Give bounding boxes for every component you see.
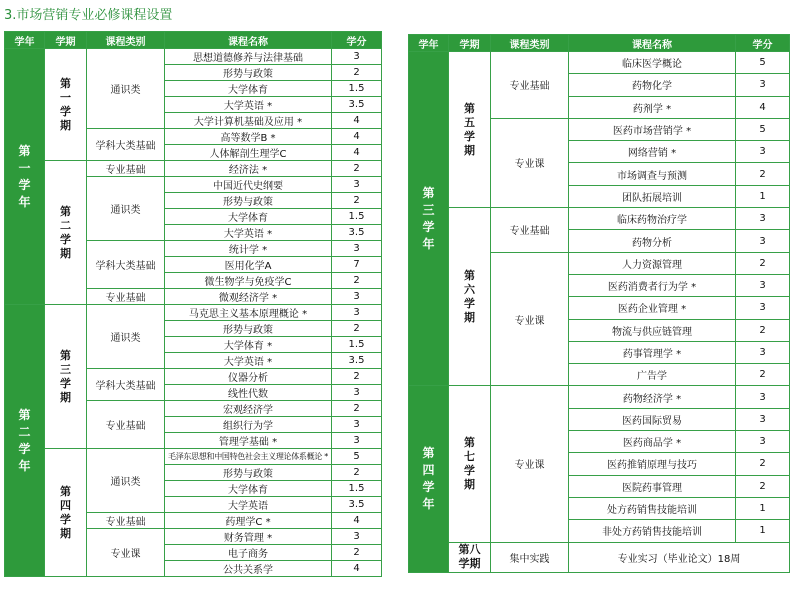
semester-cell: 第六学期 <box>449 208 491 386</box>
category-cell: 通识类 <box>87 305 165 369</box>
course-name: 大学英语 * <box>165 225 332 241</box>
course-credit: 1 <box>736 497 790 519</box>
course-name: 马克思主义基本原理概论 * <box>165 305 332 321</box>
course-credit: 3 <box>736 208 790 230</box>
header-semester: 学期 <box>45 32 87 49</box>
course-credit: 3 <box>332 241 382 257</box>
course-credit: 5 <box>736 118 790 140</box>
course-credit: 3 <box>332 289 382 305</box>
category-cell: 专业基础 <box>491 52 569 119</box>
course-name: 仪器分析 <box>165 369 332 385</box>
course-credit: 4 <box>332 113 382 129</box>
course-name: 医药国际贸易 <box>569 408 736 430</box>
course-name: 医药市场营销学 * <box>569 118 736 140</box>
course-credit: 2 <box>736 319 790 341</box>
course-credit: 7 <box>332 257 382 273</box>
category-cell: 学科大类基础 <box>87 369 165 401</box>
course-name: 网络营销 * <box>569 141 736 163</box>
course-credit: 2 <box>332 401 382 417</box>
course-credit: 1.5 <box>332 209 382 225</box>
category-cell: 通识类 <box>87 449 165 513</box>
header-credit: 学分 <box>736 35 790 52</box>
semester-cell: 第二学期 <box>45 161 87 305</box>
course-credit: 4 <box>332 513 382 529</box>
course-name: 公共关系学 <box>165 561 332 577</box>
course-name: 医用化学A <box>165 257 332 273</box>
course-credit: 3 <box>332 305 382 321</box>
course-credit: 2 <box>332 65 382 81</box>
course-credit: 2 <box>332 545 382 561</box>
category-cell: 专业基础 <box>87 161 165 177</box>
year-cell: 第二学年 <box>5 305 45 577</box>
category-cell: 专业课 <box>491 118 569 207</box>
header-course-name: 课程名称 <box>165 32 332 49</box>
course-credit: 1.5 <box>332 481 382 497</box>
course-credit: 3.5 <box>332 225 382 241</box>
course-name: 药事管理学 * <box>569 341 736 363</box>
category-cell: 专业课 <box>491 252 569 386</box>
course-name: 大学体育 <box>165 481 332 497</box>
course-name: 临床药物治疗学 <box>569 208 736 230</box>
course-name: 团队拓展培训 <box>569 185 736 207</box>
course-name: 广告学 <box>569 364 736 386</box>
course-name: 药理学C * <box>165 513 332 529</box>
course-name: 宏观经济学 <box>165 401 332 417</box>
course-name: 管理学基础 * <box>165 433 332 449</box>
course-name: 大学体育 <box>165 81 332 97</box>
course-credit: 4 <box>736 96 790 118</box>
course-credit: 2 <box>332 465 382 481</box>
course-name: 经济法 * <box>165 161 332 177</box>
course-credit: 3 <box>736 431 790 453</box>
course-name: 人体解剖生理学C <box>165 145 332 161</box>
course-name: 处方药销售技能培训 <box>569 497 736 519</box>
course-credit: 3.5 <box>332 497 382 513</box>
course-credit: 3 <box>736 408 790 430</box>
course-credit: 2 <box>736 475 790 497</box>
course-credit: 3 <box>332 177 382 193</box>
course-name: 大学英语 * <box>165 97 332 113</box>
category-cell: 学科大类基础 <box>87 129 165 161</box>
course-credit: 2 <box>332 321 382 337</box>
course-credit: 4 <box>332 145 382 161</box>
course-credit: 3 <box>332 417 382 433</box>
practice-cell: 专业实习（毕业论文）18周 <box>569 542 790 572</box>
semester-cell: 第八学期 <box>449 542 491 572</box>
course-credit: 4 <box>332 129 382 145</box>
course-name: 形势与政策 <box>165 65 332 81</box>
course-credit: 2 <box>736 163 790 185</box>
course-name: 思想道德修养与法律基础 <box>165 49 332 65</box>
semester-cell: 第五学期 <box>449 52 491 208</box>
course-credit: 1.5 <box>332 81 382 97</box>
course-name: 形势与政策 <box>165 321 332 337</box>
course-name: 大学体育 <box>165 209 332 225</box>
course-name: 非处方药销售技能培训 <box>569 520 736 542</box>
course-credit: 2 <box>332 273 382 289</box>
category-cell: 通识类 <box>87 49 165 129</box>
course-name: 电子商务 <box>165 545 332 561</box>
course-credit: 2 <box>736 364 790 386</box>
year-cell: 第三学年 <box>409 52 449 386</box>
course-name: 大学英语 <box>165 497 332 513</box>
course-credit: 3 <box>736 141 790 163</box>
course-credit: 3 <box>736 230 790 252</box>
header-category: 课程类别 <box>87 32 165 49</box>
course-name: 大学体育 * <box>165 337 332 353</box>
right-course-table <box>408 34 790 573</box>
course-credit: 3.5 <box>332 97 382 113</box>
category-cell: 专业课 <box>87 529 165 577</box>
course-name: 高等数学B * <box>165 129 332 145</box>
course-credit: 4 <box>332 561 382 577</box>
course-name: 组织行为学 <box>165 417 332 433</box>
category-cell: 专业基础 <box>491 208 569 253</box>
header-credit: 学分 <box>332 32 382 49</box>
category-cell: 专业课 <box>491 386 569 542</box>
course-name: 大学计算机基础及应用 * <box>165 113 332 129</box>
header-category: 课程类别 <box>491 35 569 52</box>
course-name: 医药推销原理与技巧 <box>569 453 736 475</box>
course-name: 形势与政策 <box>165 465 332 481</box>
course-name: 形势与政策 <box>165 193 332 209</box>
course-credit: 3 <box>736 341 790 363</box>
course-name: 药物化学 <box>569 74 736 96</box>
course-name: 市场调查与预测 <box>569 163 736 185</box>
course-name: 医药消费者行为学 * <box>569 274 736 296</box>
course-credit: 1.5 <box>332 337 382 353</box>
header-year: 学年 <box>5 32 45 49</box>
course-name: 中国近代史纲要 <box>165 177 332 193</box>
course-name: 线性代数 <box>165 385 332 401</box>
category-cell: 专业基础 <box>87 289 165 305</box>
year-cell: 第四学年 <box>409 386 449 572</box>
semester-cell: 第四学期 <box>45 449 87 577</box>
course-credit: 3 <box>332 385 382 401</box>
page-title: 3.市场营销专业必修课程设置 <box>4 8 173 23</box>
course-credit: 3 <box>736 386 790 408</box>
course-credit: 3 <box>736 74 790 96</box>
course-name: 人力资源管理 <box>569 252 736 274</box>
course-name: 医药商品学 * <box>569 431 736 453</box>
course-credit: 3 <box>332 433 382 449</box>
course-name: 物流与供应链管理 <box>569 319 736 341</box>
course-credit: 5 <box>332 449 382 465</box>
category-cell: 通识类 <box>87 177 165 241</box>
course-credit: 2 <box>332 193 382 209</box>
course-credit: 1 <box>736 520 790 542</box>
course-credit: 3 <box>736 297 790 319</box>
header-semester: 学期 <box>449 35 491 52</box>
course-credit: 2 <box>332 369 382 385</box>
header-course-name: 课程名称 <box>569 35 736 52</box>
course-credit: 3 <box>332 529 382 545</box>
year-cell: 第一学年 <box>5 49 45 305</box>
course-name: 大学英语 * <box>165 353 332 369</box>
semester-cell: 第三学期 <box>45 305 87 449</box>
course-name: 药剂学 * <box>569 96 736 118</box>
course-name: 财务管理 * <box>165 529 332 545</box>
course-credit: 3 <box>332 49 382 65</box>
course-credit: 2 <box>332 161 382 177</box>
course-name: 临床医学概论 <box>569 52 736 74</box>
course-credit: 5 <box>736 52 790 74</box>
course-name: 微观经济学 * <box>165 289 332 305</box>
left-course-table <box>4 31 382 577</box>
category-cell: 集中实践 <box>491 542 569 572</box>
category-cell: 专业基础 <box>87 401 165 449</box>
course-name: 药物经济学 * <box>569 386 736 408</box>
course-name: 药物分析 <box>569 230 736 252</box>
course-credit: 3.5 <box>332 353 382 369</box>
category-cell: 专业基础 <box>87 513 165 529</box>
semester-cell: 第七学期 <box>449 386 491 542</box>
course-credit: 2 <box>736 252 790 274</box>
header-year: 学年 <box>409 35 449 52</box>
course-name: 微生物学与免疫学C <box>165 273 332 289</box>
course-credit: 2 <box>736 453 790 475</box>
course-name: 毛泽东思想和中国特色社会主义理论体系概论 * <box>165 449 332 465</box>
course-name: 统计学 * <box>165 241 332 257</box>
course-name: 医药企业管理 * <box>569 297 736 319</box>
course-name: 医院药事管理 <box>569 475 736 497</box>
course-credit: 1 <box>736 185 790 207</box>
course-credit: 3 <box>736 274 790 296</box>
category-cell: 学科大类基础 <box>87 241 165 289</box>
semester-cell: 第一学期 <box>45 49 87 161</box>
